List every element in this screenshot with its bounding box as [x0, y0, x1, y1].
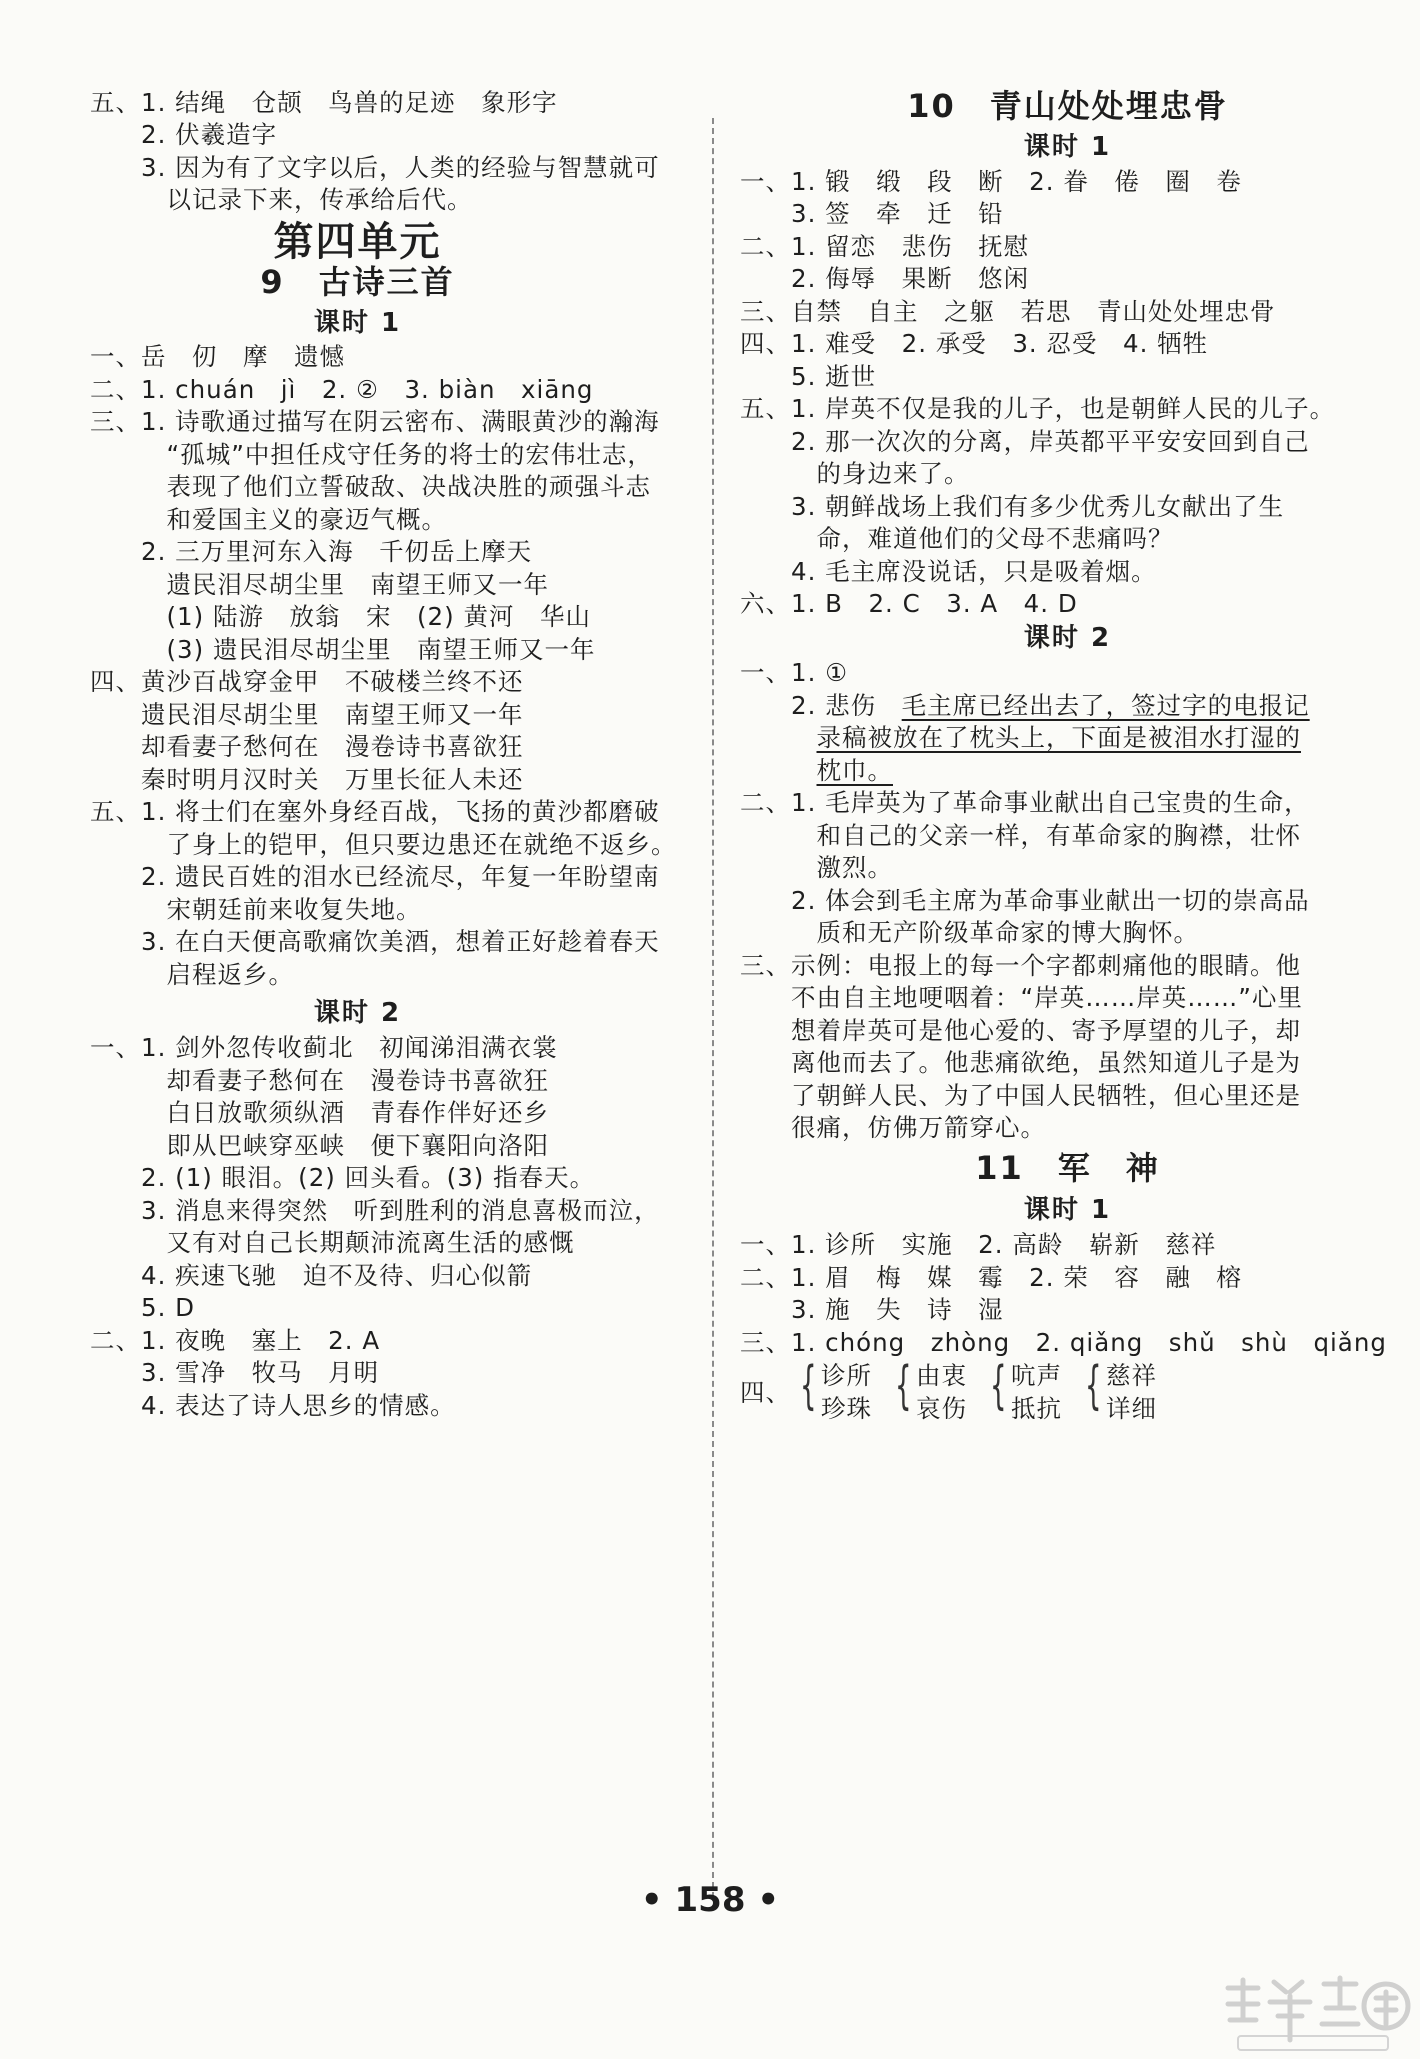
- text-line: 命，难道他们的父母不悲痛吗？: [740, 524, 1174, 553]
- text-line: 2. (1) 眼泪。(2) 回头看。(3) 指春天。: [90, 1163, 596, 1192]
- lesson-title: 11 军 神: [975, 1149, 1160, 1187]
- text-line: 4. 疾速飞驰 迫不及待、归心似箭: [90, 1261, 533, 1290]
- text-line: 了朝鲜人民、为了中国人民牺牲，但心里还是: [740, 1081, 1301, 1110]
- text-line: [740, 754, 893, 788]
- text-line: (3) 遗民泪尽胡尘里 南望王师又一年: [90, 635, 596, 664]
- bullet-dot: •: [640, 1880, 675, 1920]
- word-pair-bottom: 抵抗: [1011, 1394, 1062, 1423]
- text-line: 三、示例：电报上的每一个字都刺痛他的眼睛。他: [740, 951, 1301, 980]
- text-line: 五、1. 将士们在塞外身经百战，飞扬的黄沙都磨破: [90, 797, 660, 826]
- text-line: [740, 689, 1310, 723]
- text-line: 三、1. chóng zhòng 2. qiǎng shǔ shù qiǎng: [740, 1328, 1387, 1357]
- word-pair-top: 吭声: [1011, 1361, 1062, 1390]
- bullet-dot: •: [745, 1880, 780, 1920]
- text-line: 二、1. 眉 梅 媒 霉 2. 荣 容 融 榕: [740, 1263, 1242, 1292]
- text-line: 四、1. 难受 2. 承受 3. 忍受 4. 牺牲: [740, 329, 1209, 358]
- text-line: 5. D: [90, 1293, 196, 1322]
- text-line: 4. 表达了诗人思乡的情感。: [90, 1391, 456, 1420]
- brace-glyph: {: [1085, 1356, 1102, 1416]
- unit-title: 第四单元: [273, 219, 442, 265]
- text-line: 2. 体会到毛主席为革命事业献出一切的崇高品: [740, 886, 1310, 915]
- word-pair-bottom: 珍珠: [821, 1394, 872, 1423]
- text-line: 3. 消息来得突然 听到胜利的消息喜极而泣，: [90, 1196, 660, 1225]
- text-line: 启程返乡。: [90, 960, 294, 989]
- text-line: 3. 因为有了文字以后，人类的经验与智慧就可: [90, 153, 660, 182]
- text-line: 五、1. 岸英不仅是我的儿子，也是朝鲜人民的儿子。: [740, 394, 1336, 423]
- text-line: 离他而去了。他悲痛欲绝，虽然知道儿子是为: [740, 1048, 1301, 1077]
- text-line: 又有对自己长期颠沛流离生活的感慨: [90, 1228, 575, 1257]
- period-heading: 课时 1: [1023, 1195, 1112, 1225]
- text-line: 质和无产阶级革命家的博大胸怀。: [740, 918, 1199, 947]
- page-number: [0, 1880, 1420, 1920]
- text-line: 三、1. 诗歌通过描写在阴云密布、满眼黄沙的瀚海: [90, 407, 660, 436]
- text-line: 遗民泪尽胡尘里 南望王师又一年: [90, 570, 549, 599]
- brace-glyph: {: [800, 1356, 817, 1416]
- text-line: 2. 侮辱 果断 悠闲: [740, 264, 1030, 293]
- text-line: 2. 伏羲造字: [90, 120, 278, 149]
- period-heading: 课时 1: [1023, 132, 1112, 162]
- underlined-answer: 枕巾。: [816, 756, 893, 785]
- text-line: 3. 朝鲜战场上我们有多少优秀儿女献出了生: [740, 492, 1285, 521]
- text-line: 3. 施 失 诗 湿: [740, 1295, 1004, 1324]
- page-number-value: 158: [674, 1880, 746, 1920]
- text-line: 却看妻子愁何在 漫卷诗书喜欲狂: [90, 732, 524, 761]
- text-line: 2. 那一次次的分离，岸英都平平安安回到自己: [740, 427, 1310, 456]
- word-pair-bottom: 详细: [1106, 1394, 1157, 1423]
- text-line: 想着岸英可是他心爱的、寄予厚望的儿子，却: [740, 1016, 1301, 1045]
- answer-label: 2. 悲伤: [740, 691, 902, 720]
- text-line: 和爱国主义的豪迈气概。: [90, 505, 447, 534]
- text-line: 白日放歌须纵酒 青春作伴好还乡: [90, 1098, 549, 1127]
- text-line: 宋朝廷前来收复失地。: [90, 895, 422, 924]
- text-line: 即从巴峡穿巫峡 便下襄阳向洛阳: [90, 1131, 549, 1160]
- underlined-answer: 录稿被放在了枕头上，下面是被泪水打湿的: [816, 723, 1301, 752]
- text-line: 2. 三万里河东入海 千仞岳上摩天: [90, 537, 533, 566]
- text-line: 的身边来了。: [740, 459, 970, 488]
- period-heading: 课时 2: [313, 998, 402, 1028]
- text-line: 秦时明月汉时关 万里长征人未还: [90, 765, 524, 794]
- text-line: 表现了他们立誓破敌、决战决胜的顽强斗志: [90, 472, 651, 501]
- section-label: 四、: [740, 1378, 791, 1407]
- column-divider: [712, 118, 714, 1898]
- word-pair-top: 由衷: [916, 1361, 967, 1390]
- text-line: 遗民泪尽胡尘里 南望王师又一年: [90, 700, 524, 729]
- text-line: “孤城”中担任戍守任务的将士的宏伟壮志，: [90, 440, 653, 469]
- text-line: 二、1. 夜晚 塞上 2. A: [90, 1326, 381, 1355]
- text-line: 却看妻子愁何在 漫卷诗书喜欲狂: [90, 1066, 549, 1095]
- text-line: [740, 721, 1301, 755]
- text-line: 二、1. 留恋 悲伤 抚慰: [740, 232, 1030, 261]
- period-heading: 课时 1: [313, 308, 402, 338]
- text-line: 以记录下来，传承给后代。: [90, 185, 473, 214]
- text-line: 三、自禁 自主 之躯 若思 青山处处埋忠骨: [740, 297, 1276, 326]
- text-line: 激烈。: [740, 853, 893, 882]
- text-line: 一、1. 锻 缎 段 断 2. 眷 倦 圈 卷: [740, 167, 1242, 196]
- brace-glyph: {: [990, 1356, 1007, 1416]
- text-line: 3. 雪净 牧马 月明: [90, 1358, 380, 1387]
- text-line: 一、岳 仞 摩 遗憾: [90, 342, 345, 371]
- text-line: 一、1. 诊所 实施 2. 高龄 崭新 慈祥: [740, 1230, 1217, 1259]
- text-line: 一、1. ①: [740, 658, 849, 687]
- text-line: 了身上的铠甲，但只要边患还在就绝不返乡。: [90, 830, 677, 859]
- brace-glyph: {: [895, 1356, 912, 1416]
- text-line: 五、1. 结绳 仓颉 鸟兽的足迹 象形字: [90, 88, 558, 117]
- text-line: 不由自主地哽咽着：“岸英……岸英……”心里: [740, 983, 1303, 1012]
- word-pair-bottom: 哀伤: [916, 1394, 967, 1423]
- text-line: 一、1. 剑外忽传收蓟北 初闻涕泪满衣裳: [90, 1033, 558, 1062]
- lesson-title: 9 古诗三首: [260, 263, 455, 301]
- word-pair-top: 诊所: [821, 1361, 872, 1390]
- text-line: 和自己的父亲一样，有革命家的胸襟，壮怀: [740, 821, 1301, 850]
- period-heading: 课时 2: [1023, 623, 1112, 653]
- text-line: 5. 逝世: [740, 362, 877, 391]
- text-line: 3. 在白天便高歌痛饮美酒，想着正好趁着春天: [90, 927, 660, 956]
- watermark-logo-icon: [1218, 1968, 1414, 2056]
- indent: [740, 756, 817, 785]
- lesson-title: 10 青山处处埋忠骨: [907, 87, 1228, 125]
- underlined-answer: 毛主席已经出去了，签过字的电报记: [901, 691, 1310, 720]
- text-line: (1) 陆游 放翁 宋 (2) 黄河 华山: [90, 602, 591, 631]
- text-line: 二、1. 毛岸英为了革命事业献出自己宝贵的生命，: [740, 788, 1310, 817]
- text-line: 很痛，仿佛万箭穿心。: [740, 1113, 1046, 1142]
- word-pair-top: 慈祥: [1106, 1361, 1157, 1390]
- text-line: 二、1. chuán jì 2. ② 3. biàn xiāng: [90, 375, 594, 404]
- indent: [740, 723, 817, 752]
- text-line: 六、1. B 2. C 3. A 4. D: [740, 589, 1078, 618]
- text-line: 4. 毛主席没说话，只是吸着烟。: [740, 557, 1157, 586]
- text-line: 四、黄沙百战穿金甲 不破楼兰终不还: [90, 667, 524, 696]
- text-line: 3. 签 牵 迁 铅: [740, 199, 1004, 228]
- text-line: 2. 遗民百姓的泪水已经流尽，年复一年盼望南: [90, 862, 660, 891]
